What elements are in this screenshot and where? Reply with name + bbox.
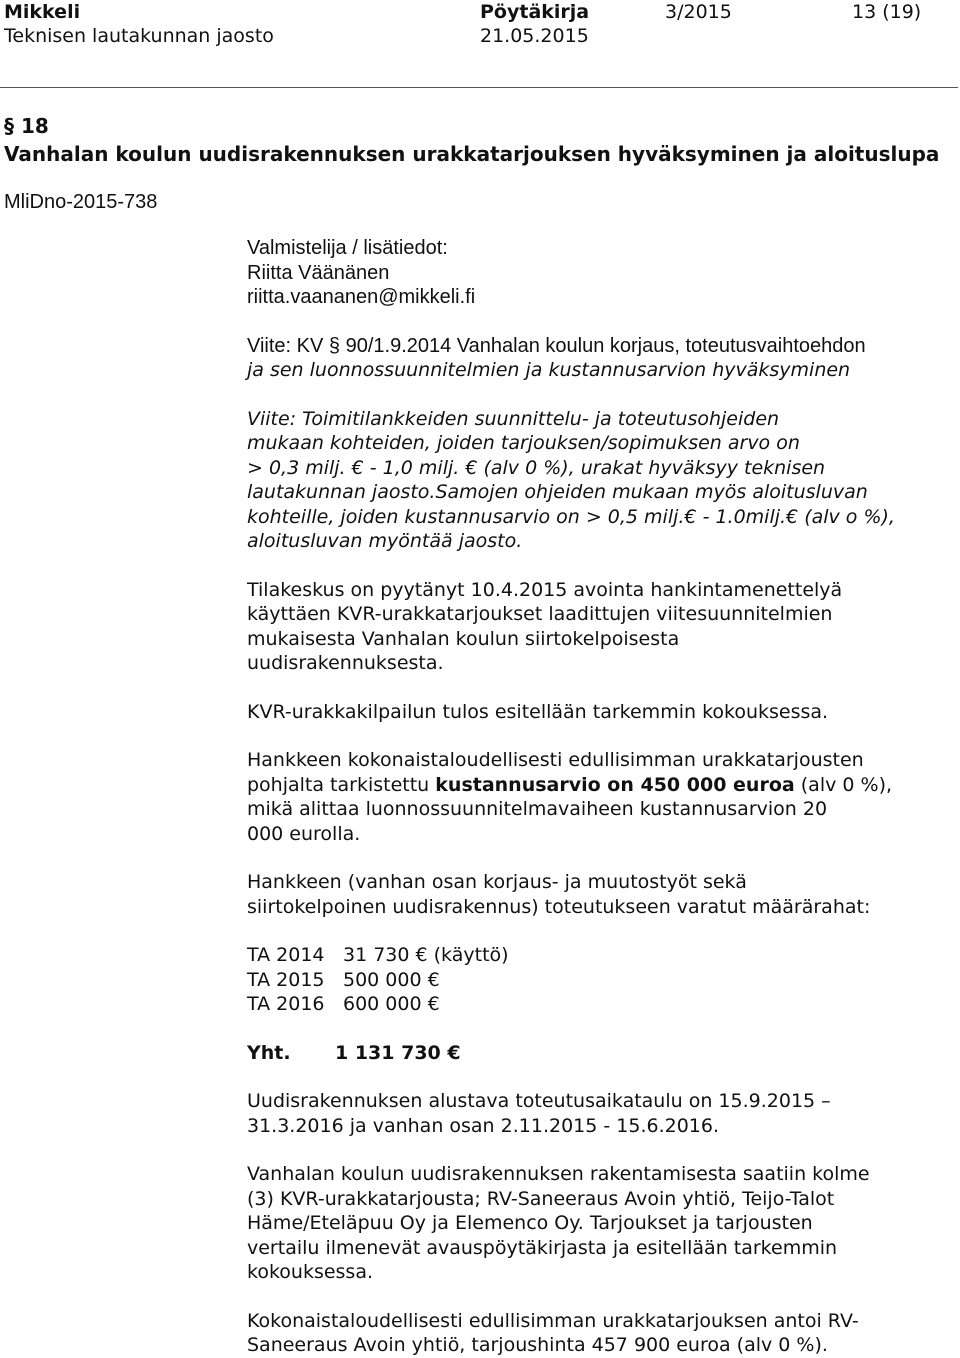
paragraph-tender-request <box>247 578 927 676</box>
budget-table <box>247 943 927 1017</box>
reference-2-line: lautakunnan jaosto.Samojen ohjeiden mukaan myös aloitusluvan <box>247 481 868 503</box>
paragraph-kvr-result: KVR-urakkakilpailun tulos esitellään tarkemmin kokouksessa. <box>247 700 829 723</box>
cost-estimate-highlight: kustannusarvio on 450 000 euroa <box>435 773 795 796</box>
meeting-date: 21.05.2015 <box>480 25 589 47</box>
paragraph-line: Häme/Eteläpuu Oy ja Elemenco Oy. Tarjoukset ja tarjousten <box>247 1212 813 1234</box>
reference-2-line: Viite: Toimitilankkeiden suunnittelu- ja toteutusohjeiden <box>247 407 780 430</box>
paragraph-line: Tilakeskus on pyytänyt 10.4.2015 avointa hankintamenettelyä <box>247 578 843 601</box>
paragraph-line: käyttäen KVR-urakkatarjoukset laadittujen viitesuunnitelmien <box>247 603 833 625</box>
reference-1-prefix: Viite: KV <box>247 334 324 357</box>
section-sign: § <box>328 334 341 357</box>
budget-amount: 500 000 € <box>343 968 440 991</box>
budget-year: TA 2014 <box>247 944 325 966</box>
paragraph-line: Hankkeen kokonaistaloudellisesti edullisimman urakkatarjousten <box>247 749 864 771</box>
paragraph-line: mikä alittaa luonnossuunnitelmavaiheen kustannusarvion 20 <box>247 798 828 820</box>
reference-1 <box>247 334 927 383</box>
document-number: 3/2015 <box>665 1 732 23</box>
reference-2 <box>247 407 927 554</box>
paragraph-line: siirtokelpoinen uudisrakennus) toteutukseen varatut määrärahat: <box>247 895 871 918</box>
paragraph-bids <box>247 1162 927 1285</box>
paragraph-appropriations <box>247 870 927 919</box>
paragraph-line: Saneeraus Avoin yhtiö, tarjoushinta 457 900 euroa (alv 0 %). <box>247 1334 828 1356</box>
reference-2-line: aloitusluvan myöntää jaosto. <box>247 530 523 552</box>
reference-2-line: mukaan kohteiden, joiden tarjouksen/sopimuksen arvo on <box>247 432 800 454</box>
paragraph-line: Vanhalan koulun uudisrakennuksen rakentamisesta saatiin kolme <box>247 1163 870 1185</box>
page-header <box>0 0 960 88</box>
reference-1-line-2: ja sen luonnossuunnitelmien ja kustannusarvion hyväksyminen <box>247 359 851 381</box>
contact-email: riitta.vaananen@mikkeli.fi <box>247 286 476 308</box>
paragraph-cost-estimate <box>247 748 927 846</box>
reference-2-line: > 0,3 milj. € - 1,0 milj. € (alv 0 %), urakat hyväksyy teknisen <box>247 456 826 479</box>
paragraph-line: (3) KVR-urakkatarjousta; RV-Saneeraus Avoin yhtiö, Teijo-Talot <box>247 1187 835 1210</box>
header-divider <box>0 87 958 88</box>
paragraph-winning-bid <box>247 1309 927 1358</box>
total-amount: 1 131 730 € <box>335 1041 461 1064</box>
register-number: MliDno-2015-738 <box>4 191 158 213</box>
reference-1-text: 90/1.9.2014 Vanhalan koulun korjaus, toteutusvaihtoehdon <box>345 334 866 357</box>
paragraph-schedule <box>247 1089 927 1138</box>
paragraph-text: pohjalta tarkistettu <box>247 773 430 796</box>
paragraph-line: mukaisesta Vanhalan koulun siirtokelpoisesta <box>247 627 680 650</box>
contact-name: Riitta Väänänen <box>247 261 390 284</box>
page-number: 13 (19) <box>852 1 922 23</box>
paragraph-line: uudisrakennuksesta. <box>247 652 444 674</box>
paragraph-line: Hankkeen (vanhan osan korjaus- ja muutostyöt sekä <box>247 871 747 893</box>
paragraph-line: vertailu ilmenevät avauspöytäkirjasta ja esitellään tarkemmin <box>247 1236 838 1259</box>
item-title: Vanhalan koulun uudisrakennuksen urakkatarjouksen hyväksyminen ja aloituslupa <box>4 142 940 166</box>
total-label: Yht. <box>247 1041 291 1064</box>
paragraph-line: Kokonaistaloudellisesti edullisimman urakkatarjouksen antoi RV- <box>247 1309 859 1332</box>
budget-total <box>247 1041 927 1066</box>
budget-amount: 31 730 € (käyttö) <box>343 944 509 966</box>
reference-2-line: kohteille, joiden kustannusarvio on > 0,5 milj.€ - 1.0milj.€ (alv o %), <box>247 505 895 528</box>
section-heading <box>4 112 49 140</box>
section-number: 18 <box>20 114 49 138</box>
document-type: Pöytäkirja <box>480 1 590 23</box>
paragraph-text: (alv 0 %), <box>800 773 893 796</box>
paragraph-line: 31.3.2016 ja vanhan osan 2.11.2015 - 15.6.2016. <box>247 1114 720 1137</box>
paragraph-line: Uudisrakennuksen alustava toteutusaikataulu on 15.9.2015 – <box>247 1090 831 1112</box>
contact-label: Valmistelija / lisätiedot: <box>247 237 448 259</box>
budget-year: TA 2015 <box>247 968 325 991</box>
budget-year: TA 2016 <box>247 993 325 1015</box>
paragraph-line: 000 eurolla. <box>247 822 361 845</box>
paragraph-line: kokouksessa. <box>247 1261 374 1283</box>
municipality-name: Mikkeli <box>4 1 81 23</box>
document-body <box>247 236 927 1358</box>
committee-name: Teknisen lautakunnan jaosto <box>4 25 274 47</box>
contact-block <box>247 236 927 310</box>
budget-amount: 600 000 € <box>343 993 440 1015</box>
section-sign: § <box>4 114 14 138</box>
